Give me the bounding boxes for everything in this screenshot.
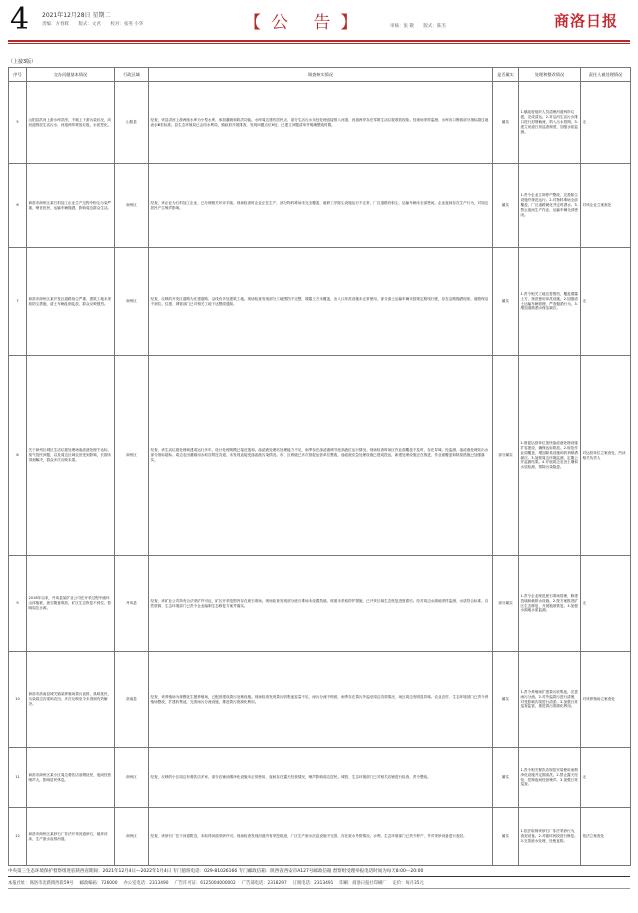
cell-true: 部分属实	[493, 556, 519, 652]
footer-info	[8, 880, 630, 886]
page-number: 4	[10, 2, 30, 37]
cell-punish: 依法立案查处	[581, 808, 631, 866]
cell-action: 1.责令企业立即停产整改，完善除尘设施并规范运行。2.对物料堆场全部覆盖，厂区道路硬化并定时洒水。3.禁止夜间生产作业，运输车辆全部密闭。	[519, 164, 581, 248]
footer-rule	[8, 876, 630, 877]
header-finding: 调查核实情况	[149, 68, 493, 82]
footer-address: 本报社址：商洛市北新街西段59号	[8, 881, 74, 886]
complaint-table	[8, 67, 631, 866]
cell-true: 部分属实	[493, 356, 519, 556]
cell-issue: 2018年以来，丹凤县某矿业公司在开采过程中破坏山体植被，废石随意堆放，矿区生态恢复不到位，影响周边水源。	[27, 556, 115, 652]
header-region: 行政区域	[115, 68, 149, 82]
cell-action: 1.责令相关餐饮店规范安装使用油烟净化设施并定期清洗。2.禁止露天经营，控制夜间经营噪声。3.加强日常巡查。	[519, 748, 581, 808]
proof-credit: 校对：张英 小华	[110, 22, 144, 27]
footer-ad-license: 广告许可证：6125004000002	[174, 881, 236, 886]
cell-action: 1.责令企业规范废石堆场管理，修建挡墙和截排水设施。2.按方案推进矿区生态修复，开展植被恢复。3.加强水源地水质监测。	[519, 556, 581, 652]
editor-credit: 责编：方春辉	[42, 22, 69, 27]
layout-credit: 版式：文君	[78, 22, 101, 27]
cell-finding: 经查，该县洪河上游两座水库为小型水库，承担灌溉和防洪功能。水库周边建有居民点，部分生活污水未经处理直接排入河道，河道两岸存在零散生活垃圾堆放现象。经现场采样监测，水库出口断面部分指标超过地表水Ⅲ类标准。县生态环境局已会同水利局、镇政府开展排查，发现问题点位6处，已建立问题清单并明确整改时限。	[149, 82, 493, 164]
cell-issue: 商洛市洛南县城关镇某养殖场粪污直排，臭味扰民，污染周边沟渠和农田，多次反映至今未得到有效解决。	[27, 652, 115, 748]
cell-issue: 山阳县洪河上游水库洪涝，不顾上下游污染状况，向河道排放生活污水，河道两岸堆放垃圾，水质恶化。	[27, 82, 115, 164]
table-header-row	[9, 68, 631, 82]
cell-punish: 对该企业立案查处	[581, 164, 631, 248]
footer-subscribe-phone: 订阅电话：2313491	[292, 881, 334, 886]
cell-no: 8	[9, 356, 27, 556]
cell-issue: 商洛市商州区某石料加工企业生产过程中粉尘污染严重，噪音扰民，运输车辆抛洒，影响周边群众生活。	[27, 164, 115, 248]
cell-punish: 对运营单位立案查处，约谈相关负责人	[581, 356, 631, 556]
section-title: 【公 告】	[244, 13, 368, 33]
complaint-table-wrap	[8, 67, 630, 854]
cell-finding: 经查，反映的小区周边有餐饮店多家，部分店铺油烟净化设施未正常使用，夜间存在露天经营情况，噪声影响周边居民。城管、生态环境部门已对相关店铺进行检查，责令整改。	[149, 748, 493, 808]
header-true: 是否属实	[493, 68, 519, 82]
header-issue: 交办问题基本情况	[27, 68, 115, 82]
cell-action: 1.镇政府组织人员清理河道两岸垃圾，完成清运。2.对沿河生活污水排口进行封堵截流，纳入污水管网。3.建立河道日常巡查制度，加强水质监测。	[519, 82, 581, 164]
cell-action: 1.依法取缔该砂石厂非法采砂行为，查封设备。2.对破坏河段进行修复。3.完善废水处理，杜绝直排。	[519, 808, 581, 866]
cell-true: 属实	[493, 748, 519, 808]
header-no: 序号	[9, 68, 27, 82]
section-sub	[390, 23, 454, 29]
cell-punish: 无	[581, 248, 631, 356]
header-rule	[8, 40, 630, 42]
masthead	[8, 4, 630, 40]
table-row	[9, 652, 631, 748]
cell-region: 商州区	[115, 748, 149, 808]
cell-punish: 无	[581, 82, 631, 164]
cell-region: 商州区	[115, 248, 149, 356]
design-credit: 版式：陈杰	[423, 24, 446, 29]
cell-region: 山阳县	[115, 82, 149, 164]
cell-region: 商州区	[115, 808, 149, 866]
header-rule-thin	[8, 43, 630, 44]
cell-no: 12	[9, 808, 27, 866]
cell-no: 6	[9, 164, 27, 248]
cell-finding: 经查，该砂石厂位于河道附近，未取得河道采砂许可。现场检查发现河道内有采挖痕迹，厂区生产废水沉淀设施不完善，存在废水外排情况。水利、生态环境部门已责令停产，并对采砂设备进行查封。	[149, 808, 493, 866]
cell-finding: 经查，该养殖场为规模化生猪养殖场，已配套建设粪污处理设施。现场检查发现粪污收集池容量不足，雨污分流不彻底，雨季存在粪污外溢至周边沟渠情况，场区周边有明显异味。农业农村、生态环境部门已责令养殖场整改，扩建收集池，完善雨污分流设施，推进粪污资源化利用。	[149, 652, 493, 748]
newspaper-logo	[542, 8, 630, 32]
footer-ad-phone: 广告部电话：2318297	[241, 881, 287, 886]
header-action: 处理和整改情况	[519, 68, 581, 82]
editor-line	[42, 21, 151, 27]
table-row	[9, 748, 631, 808]
cell-true: 属实	[493, 164, 519, 248]
cell-punish: 无	[581, 556, 631, 652]
table-row	[9, 164, 631, 248]
cell-no: 7	[9, 248, 27, 356]
table-row	[9, 356, 631, 556]
footer-postcode: 邮政编码：726000	[79, 881, 118, 886]
cell-issue: 关于商州区城区生活垃圾处理场渗滤液处理不达标、臭气扰民问题，以及周边区域农田受到影响，长期未得到解决，群众多次反映未果。	[27, 356, 115, 556]
cell-true: 属实	[493, 82, 519, 164]
cell-no: 5	[9, 82, 27, 164]
table-row	[9, 556, 631, 652]
bracket-left-icon: 【	[244, 13, 271, 33]
cell-punish: 对该养殖场立案查处	[581, 652, 631, 748]
header-punish: 责任人被处理情况	[581, 68, 631, 82]
cell-action: 1.督促运营单位加快渗滤液处理设施扩容建设，确保达标排放。2.规范作业面覆盖，增加除臭设施和药剂喷洒频次。3.加强周边环境监测，定期公开监测结果。4.开展周边农田土壤和水质检测，排除污染隐患。	[519, 356, 581, 556]
footer-rule-bottom	[8, 888, 630, 889]
logo-text: 商洛日报	[553, 11, 618, 30]
table-row	[9, 82, 631, 164]
cell-region: 丹凤县	[115, 556, 149, 652]
cell-issue: 商洛市商州区某小区周边餐饮店油烟扰民，夜间经营噪声大，影响居民休息。	[27, 748, 115, 808]
cell-action: 1.责令养殖场扩建粪污收集池，完善雨污分流。2.对外溢粪污进行清理，对受影响沟渠进行清淤。3.加强日常巡查监管，推进粪污资源化利用。	[519, 652, 581, 748]
cell-punish: 无	[581, 748, 631, 808]
cell-region: 商州区	[115, 164, 149, 248]
date-line: 2021年12月28日 星期二	[42, 12, 111, 19]
table-row	[9, 248, 631, 356]
cell-finding: 经查，该矿业公司持有合法采矿许可证，矿区开采范围内存在废石堆场。现场检查发现部分废石堆场未设置挡墙，坡面未采取防护措施，已开采区域生态恢复进度滞后。经对周边水源地采样监测，水质符合标准。自然资源、生态环境部门已责令企业编制生态修复方案并落实。	[149, 556, 493, 652]
batch-label: （上接3版）	[8, 59, 37, 65]
table-row	[9, 808, 631, 866]
cell-region: 商州区	[115, 356, 149, 556]
review-credit: 审核：张 敬	[390, 24, 414, 29]
cell-action: 1.责令相关工地完善围挡，覆盖裸露土方，规范使用冲洗设施。2.加强渣土运输车辆管理，严查抛洒行为。3.增加道路洒水保洁频次。	[519, 248, 581, 356]
cell-no: 10	[9, 652, 27, 748]
footer-office-phone: 办公室电话：2313490	[123, 881, 169, 886]
cell-finding: 经查，该企业为石料加工企业，已办理相关环评手续。现场检查时企业正在生产，部分物料堆场未完全覆盖，破碎工序除尘设施运行不正常，厂区道路有积尘，运输车辆未全部密闭。企业夜间存在生产行为，对周边居民产生噪声影响。	[149, 164, 493, 248]
cell-region: 洛南县	[115, 652, 149, 748]
cell-no: 11	[9, 748, 27, 808]
footer-printer: 印刷：商洛日报社印刷厂	[339, 881, 387, 886]
footer-note: 中央第三生态环境保护督察组进驻陕西省期间：2021年12月4日—2022年1月4日 专门值班电话：029-81026166 专门邮政信箱：陕西省西安市A127号邮政信箱 督察组受理举报电话时间为每天8:00—20:00	[8, 869, 424, 874]
cell-true: 属实	[493, 248, 519, 356]
cell-true: 属实	[493, 652, 519, 748]
bracket-right-icon: 】	[340, 13, 368, 33]
cell-issue: 商洛市商州区某开发区道路扬尘严重，建筑工地未采取防尘措施，渣土车辆乱倒乱放，群众反映强烈。	[27, 248, 115, 356]
cell-finding: 经查，反映的开发区道路为在建道路，沿线有多处建筑工地。现场检查发现部分工地围挡不完整，裸露土方未覆盖，出入口冲洗设施未正常使用，部分渣土运输车辆未按规定路线行驶，存在沿路抛洒现象，道路保洁不到位。住建、城管部门已对相关工地下达整改通知。	[149, 248, 493, 356]
cell-issue: 商洛市商州区某砂石厂非法开采河道砂石，破坏河床，生产废水直排河道。	[27, 808, 115, 866]
cell-true: 属实	[493, 808, 519, 866]
footer-price: 定价：每月35元	[392, 881, 424, 886]
cell-finding: 经查，该生活垃圾处理场建成运行多年，设计处理规模已接近饱和。渗滤液处理站处理能力不足，雨季存在渗滤液调节池高液位运行情况。现场检查时场区作业面覆盖不及时，存在异味。经监测，渗滤液处理站出水部分指标超标。周边农田灌溉用水取自附近沟道，未发现直接受渗滤液污染情况。市、区两级已多次督促运营单位整改，渗滤液应急处理设施已建成投运，新建处理设施正在推进，作业面覆盖和除臭措施已加强落实。	[149, 356, 493, 556]
cell-no: 9	[9, 556, 27, 652]
